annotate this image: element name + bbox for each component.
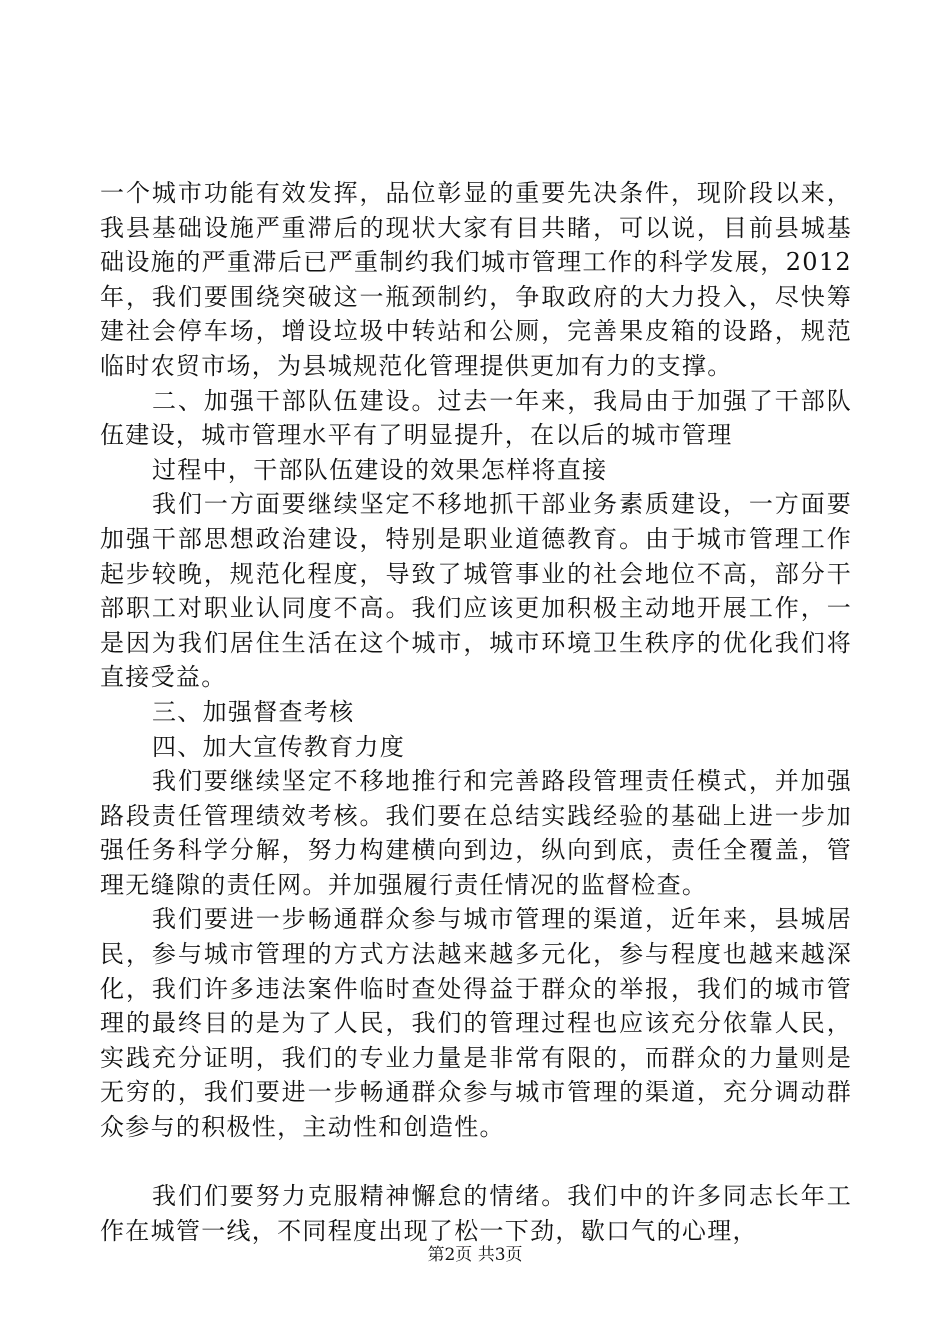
paragraph-spacer [100, 1145, 852, 1180]
paragraph-6-heading: 四、加大宣传教育力度 [152, 732, 405, 761]
paragraph-4: 我们一方面要继续坚定不移地抓干部业务素质建设，一方面要加强干部思想政治建设，特别是职业道德教育。由于城市管理工作起步较晚，规范化程度，导致了城管事业的社会地位不高，部分干部职工对职业认同度不高。我们应该更加积极主动地开展工作，一是因为我们居住生活在这个城市，城市环境卫生秩序的优化我们将直接受益。 [100, 490, 852, 692]
document-body [100, 176, 852, 1248]
paragraph-2-heading: 二、加强干部队伍建设。过去一年来，我局由于加强了干部队伍建设，城市管理水平有了明显提升，在以后的城市管理 [100, 386, 852, 450]
paragraph-7: 我们要继续坚定不移地推行和完善路段管理责任模式，并加强路段责任管理绩效考核。我们要在总结实践经验的基础上进一步加强任务科学分解，努力构建横向到边，纵向到底，责任全覆盖，管理无缝隙的责任网。并加强履行责任情况的监督检查。 [100, 767, 852, 899]
paragraph-3: 过程中，干部队伍建设的效果怎样将直接 [152, 455, 608, 484]
paragraph-5-heading: 三、加强督查考核 [152, 697, 355, 726]
paragraph-1: 一个城市功能有效发挥，品位彰显的重要先决条件，现阶段以来，我县基础设施严重滞后的现状大家有目共睹，可以说，目前县城基础设施的严重滞后已严重制约我们城市管理工作的科学发展，2012年，我们要围绕突破这一瓶颈制约，争取政府的大力投入，尽快筹建社会停车场，增设垃圾中转站和公厕，完善果皮箱的设路，规范临时农贸市场，为县城规范化管理提供更加有力的支撑。 [100, 179, 852, 380]
paragraph-9: 我们们要努力克服精神懈怠的情绪。我们中的许多同志长年工作在城管一线，不同程度出现了松一下劲，歇口气的心理， [100, 1182, 852, 1245]
paragraph-8: 我们要进一步畅通群众参与城市管理的渠道，近年来，县城居民，参与城市管理的方式方法越来越多元化，参与程度也越来越深化，我们许多违法案件临时查处得益于群众的举报，我们的城市管理的最终目的是为了人民，我们的管理过程也应该充分依靠人民，实践充分证明，我们的专业力量是非常有限的，而群众的力量则是无穷的，我们要进一步畅通群众参与城市管理的渠道，充分调动群众参与的积极性，主动性和创造性。 [100, 905, 852, 1142]
page-number-footer: 第2页 共3页 [427, 1245, 523, 1265]
